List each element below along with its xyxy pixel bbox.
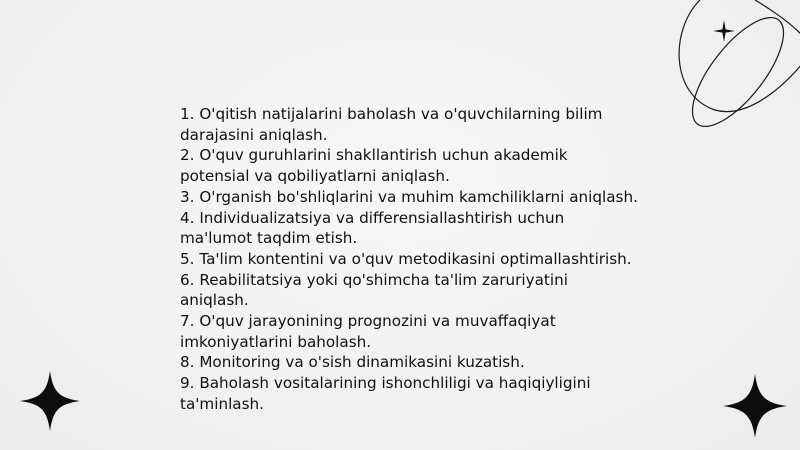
list-item: 4. Individualizatsiya va differensiallashtirish uchun ma'lumot taqdim etish.	[180, 208, 565, 248]
list-item: 3. O'rganish bo'shliqlarini va muhim kamchiliklarni aniqlash.	[180, 187, 638, 206]
orbit-sparkle-icon	[660, 0, 800, 150]
list-item: 9. Baholash vositalarining ishonchliligi va haqiqiyligini ta'minlash.	[180, 374, 591, 413]
list-item: 5. Ta'lim kontentini va o'quv metodikasini optimallashtirish.	[180, 249, 632, 268]
list-item: 8. Monitoring va o'sish dinamikasini kuzatish.	[180, 353, 525, 372]
list-item: 7. O'quv jarayonining prognozini va muvaffaqiyat imkoniyatlarini baholash.	[180, 312, 556, 351]
list-item: 2. O'quv guruhlarini shakllantirish uchun akademik potensial va qobiliyatlarni aniqlash.	[180, 146, 568, 186]
four-point-star-icon	[19, 370, 81, 432]
numbered-list	[180, 104, 640, 415]
small-sparkle-icon	[713, 20, 735, 42]
list-item: 1. O'qitish natijalarini baholash va o'quvchilarning bilim darajasini aniqlash.	[180, 105, 603, 144]
list-item: 6. Reabilitatsiya yoki qo'shimcha ta'lim zaruriyatini aniqlash.	[180, 270, 568, 310]
four-point-star-icon	[722, 373, 788, 439]
